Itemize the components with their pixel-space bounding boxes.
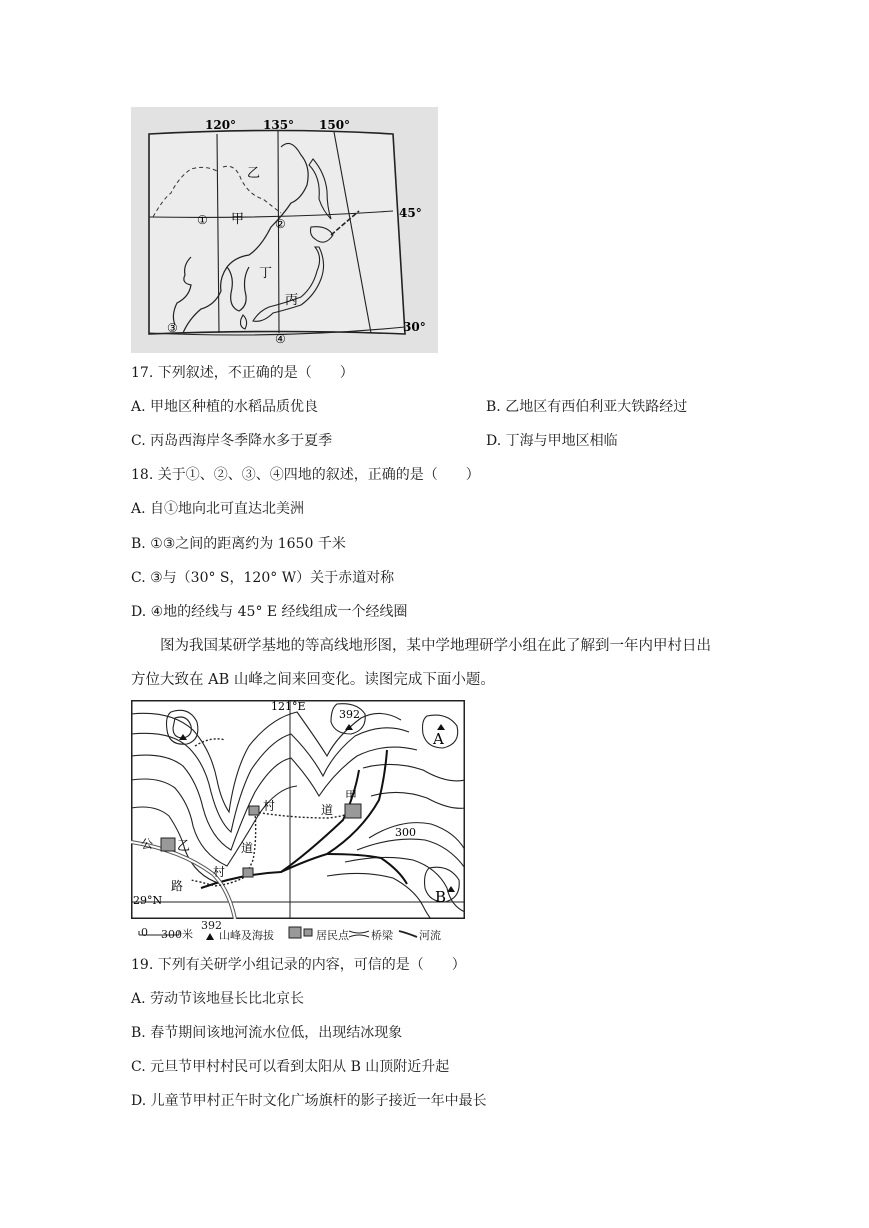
label-peak-a: A — [433, 730, 444, 748]
label-village-road-1: 村 — [263, 799, 276, 813]
legend-bridge-symbol — [349, 931, 369, 937]
legend-river-text: 河流 — [419, 929, 441, 942]
settlement-yi — [161, 838, 175, 851]
label-road-1: 公 — [141, 837, 154, 851]
lon-label-135: 135° — [263, 118, 295, 132]
lat-label-30: 30° — [403, 320, 426, 334]
label-121e: 121°E — [271, 700, 306, 713]
intro-line-2: 方位大致在 AB 山峰之间来回变化。读图完成下面小题。 — [131, 672, 495, 688]
q18-option-d: D. ④地的经线与 45° E 经线组成一个经线圈 — [131, 604, 408, 620]
legend-settlement-large — [289, 927, 301, 938]
contour-map — [131, 700, 465, 919]
point-1: ① — [197, 213, 208, 227]
legend-scale-0: 0 — [141, 926, 148, 939]
point-3: ③ — [167, 321, 178, 335]
legend-settlement-text: 居民点 — [316, 929, 349, 942]
q18-stem: 18. 关于①、②、③、④四地的叙述，正确的是（ ） — [131, 467, 480, 483]
legend-settlement-small — [304, 929, 312, 936]
q17-option-c: C. 丙岛西海岸冬季降水多于夏季 — [131, 433, 333, 449]
region-ding: 丁 — [259, 266, 273, 281]
point-4: ④ — [275, 332, 286, 346]
q19-option-d: D. 儿童节甲村正午时文化广场旗杆的影子接近一年中最长 — [131, 1093, 487, 1109]
q19-option-c: C. 元旦节甲村村民可以看到太阳从 B 山顶附近升起 — [131, 1059, 450, 1075]
legend-peak-triangle — [206, 933, 214, 940]
label-village-road-4: 村 — [213, 865, 226, 879]
east-asia-map-svg — [131, 107, 438, 353]
settlement-lower-village — [243, 868, 253, 877]
q18-option-a: A. 自①地向北可直达北美洲 — [131, 501, 305, 517]
legend-river-symbol — [399, 931, 417, 937]
label-29n: 29°N — [133, 894, 163, 907]
legend-peak-text: 山峰及海拔 — [219, 929, 274, 942]
label-village-road-2: 道 — [321, 803, 334, 817]
settlement-jia — [345, 804, 361, 818]
region-yi: 乙 — [247, 166, 261, 181]
label-jia: 甲 — [345, 789, 358, 803]
q18-option-c: C. ③与（30° S，120° W）关于赤道对称 — [131, 570, 395, 586]
legend-scale-300: 300米 — [161, 928, 193, 941]
map-frame — [149, 131, 405, 335]
legend-bridge-text: 桥梁 — [371, 929, 393, 942]
label-peak-392: 392 — [339, 708, 360, 721]
q17-option-a: A. 甲地区种植的水稻品质优良 — [131, 399, 319, 415]
q17-stem: 17. 下列叙述，不正确的是（ ） — [131, 365, 354, 381]
settlement-upper-village — [249, 806, 259, 815]
q18-option-b: B. ①③之间的距离约为 1650 千米 — [131, 536, 346, 552]
map-legend — [131, 921, 471, 943]
label-peak-b: B — [435, 888, 447, 906]
q17-option-b: B. 乙地区有西伯利亚大铁路经过 — [486, 399, 688, 415]
label-road-2: 路 — [171, 879, 184, 893]
lon-label-120: 120° — [205, 118, 237, 132]
q19-stem: 19. 下列有关研学小组记录的内容，可信的是（ ） — [131, 957, 466, 973]
q19-option-b: B. 春节期间该地河流水位低，出现结冰现象 — [131, 1025, 403, 1041]
q17-option-d: D. 丁海与甲地区相临 — [486, 433, 618, 449]
point-2: ② — [275, 217, 286, 231]
label-yi: 乙 — [177, 839, 191, 854]
contour-map-svg — [131, 700, 465, 919]
east-asia-map — [131, 107, 438, 353]
region-bing: 丙 — [285, 293, 299, 308]
legend-peak-value: 392 — [201, 919, 222, 932]
q19-option-a: A. 劳动节该地昼长比北京长 — [131, 991, 305, 1007]
intro-line-1: 图为我国某研学基地的等高线地形图，某中学地理研学小组在此了解到一年内甲村日出 — [160, 638, 711, 654]
lon-label-150: 150° — [319, 118, 351, 132]
region-jia: 甲 — [231, 212, 245, 227]
label-contour-300: 300 — [395, 826, 416, 839]
label-village-road-3: 道 — [241, 841, 254, 855]
lat-label-45: 45° — [399, 206, 422, 220]
